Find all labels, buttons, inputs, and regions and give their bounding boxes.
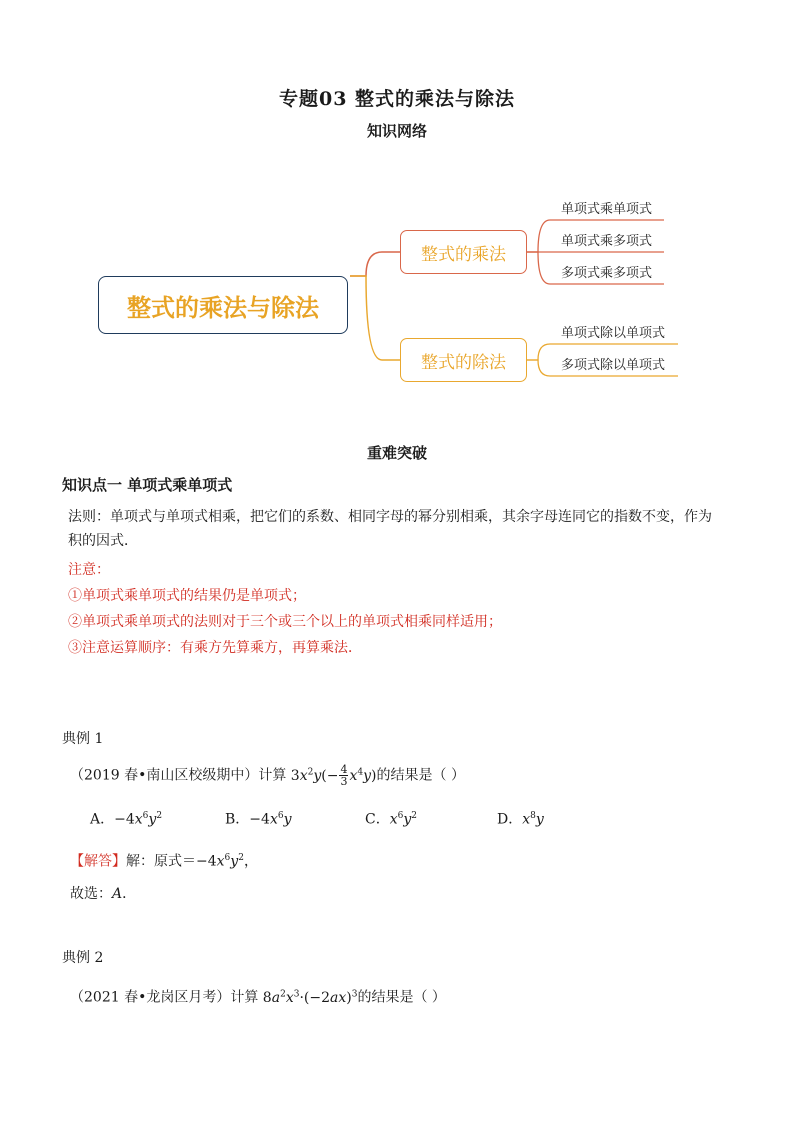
fraction-numerator: 4 (340, 763, 348, 777)
example1-label: 典例 1 (62, 731, 104, 747)
knowledge-network-heading: 知识网络 (366, 122, 427, 140)
option-d-letter: D． (497, 811, 523, 828)
fraction (339, 764, 348, 787)
leaf-div-1: 单项式除以单项式 (561, 326, 666, 341)
branch-mult-label: 整式的乘法 (421, 244, 506, 265)
rule-line-1: 法则：单项式与单项式相乘，把它们的系数、相同字母的幂分别相乘，其余字母连同它的指数不变，作为 (68, 509, 712, 525)
mindmap-branch-multiplication (400, 230, 527, 274)
branch-div-label: 整式的除法 (421, 352, 506, 373)
note-label: 注意： (68, 562, 110, 578)
option-c-letter: C． (365, 811, 390, 828)
example2-source: （2021 春•龙岗区月考）计算 (70, 989, 263, 1006)
example2-tail: 的结果是（ ） (357, 989, 446, 1006)
note-3: ③注意运算顺序：有乘方先算乘方，再算乘法． (68, 640, 362, 656)
fraction-denominator: 3 (340, 775, 348, 789)
knowledge-point-title: 知识点一 单项式乘单项式 (62, 476, 233, 494)
leaf-mult-1: 单项式乘单项式 (561, 202, 653, 217)
leaf-div-2: 多项式除以单项式 (561, 358, 666, 373)
example1-answer: 【解答】解：原式$=-4x^6y^2$， (70, 853, 258, 870)
connector-root-mult (350, 252, 400, 276)
root-label: 整式的乘法与除法 (127, 293, 319, 322)
answer-tag: 【解答】 (70, 853, 126, 870)
example1-question (70, 760, 465, 788)
mindmap-branch-division (400, 338, 527, 382)
section-heading: 重难突破 (366, 444, 427, 462)
note-2: ②单项式乘单项式的法则对于三个或三个以上的单项式相乘同样适用； (68, 614, 502, 630)
answer-text: 解：原式＝ (126, 853, 196, 870)
option-d: D．$x^8y$ (497, 811, 544, 828)
option-a-letter: A． (90, 811, 115, 828)
leaf-mult-3: 多项式乘多项式 (561, 266, 653, 281)
rule-line-2: 积的因式． (68, 533, 138, 549)
example1-expression: $3x^2y(-$ $\frac{4}{3}$ $x^4y$) (290, 763, 377, 789)
example1-tail: 的结果是（ ） (376, 767, 465, 784)
note-1: ①单项式乘单项式的结果仍是单项式； (68, 588, 306, 604)
option-c: C．$x^6y^2$ (365, 811, 418, 828)
example1-source: （2019 春•南山区校级期中）计算 (70, 767, 291, 784)
example2-question (70, 982, 446, 1010)
leaf-mult-2: 单项式乘多项式 (561, 234, 653, 249)
connector-root-div (350, 276, 400, 360)
choose-end: ． (122, 886, 137, 902)
choose-text: 故选： (70, 886, 112, 902)
rule-paragraph (68, 505, 738, 553)
example2-label: 典例 2 (62, 950, 104, 966)
mindmap-root-node (98, 276, 348, 334)
option-b: B．$-4x^6y$ (225, 811, 292, 828)
example2-expression: $8a^2x^3\cdot(-2ax)^3$ (262, 989, 358, 1006)
option-b-letter: B． (225, 811, 250, 828)
option-a: A．$-4x^6y^2$ (90, 811, 163, 828)
page-title: 专题03 整式的乘法与除法 (278, 88, 516, 110)
choose-value: A (112, 886, 123, 902)
example1-choose (70, 882, 136, 906)
